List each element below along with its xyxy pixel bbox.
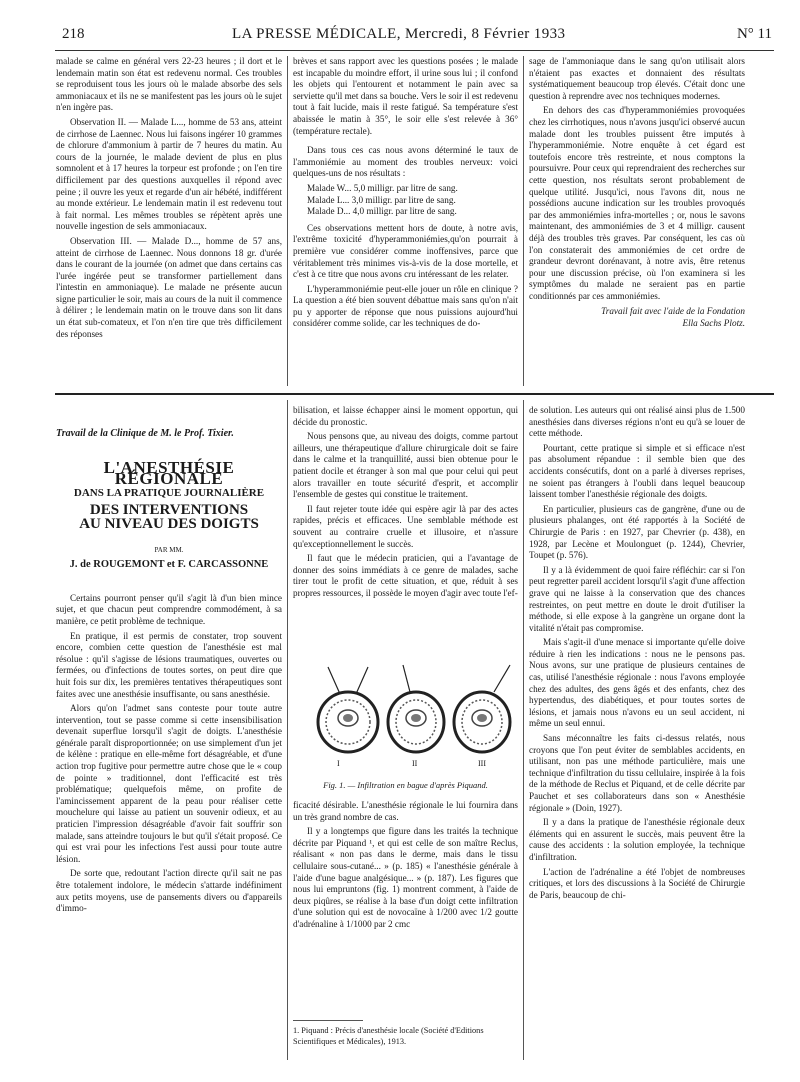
- figure-caption: Fig. 1. — Infiltration en bague d'après Piquand.: [323, 780, 488, 790]
- article-title-line: DES INTERVENTIONS: [89, 502, 249, 519]
- column-divider: [523, 400, 524, 1060]
- column-divider: [287, 56, 288, 386]
- column-divider: [523, 56, 524, 386]
- paragraph: Il faut rejeter toute idée qui espère agir là par des actes rapides, précis et efficaces. Une semblable méthode est souvent au contraire cruelle et illusoire, et n'assure qu'exceptionnellement le succès.: [293, 503, 518, 549]
- paragraph: brèves et sans rapport avec les questions posées ; le malade est incapable du moindre effort, il urine sous lui ; il confond les objets qui l'entourent et notamment le pain avec sa serviette qu'il met dans sa bouche. Vers le soir il est redevenu tout à fait lucide, mais il reste fatigué. Sa température s'est abaissée le matin à 35°, le soir elle s'est relevée à 36° (température rectale).: [293, 56, 518, 136]
- paragraph: ficacité désirable. L'anesthésie régionale le lui fournira dans un très grand nombre de cas.: [293, 800, 518, 822]
- paragraph: Observation III. — Malade D..., homme de 57 ans, atteint de cirrhose de Laennec. Nous donnons 18 gr. d'urée dans le courant de la journée (on admet que dans certains cas l'urée ingérée peut se transformer partiellement dans l'intestin en ammoniaque). Le malade ne présente aucun signe particulier le soir, mais au cours de la nuit il commence à délirer ; le lendemain matin on le trouve dans son lit dans un état sub-comateux, et l'on n'en tire que très difficilement des réponses: [56, 235, 282, 339]
- paragraph: Pourtant, cette pratique si simple et si efficace n'est pas absolument répandue : il semble bien que des accidents consécutifs, dont on a parlé à diverses reprises, ne soient pas étrangers à l'oubli dans lequel beaucoup laissent tomber l'anesthésie régionale des doigts.: [529, 442, 745, 500]
- footnote-rule: [293, 1020, 363, 1021]
- running-header: [62, 26, 772, 48]
- article-title-line: AU NIVEAU DES DOIGTS: [79, 515, 259, 532]
- paragraph: Nous pensons que, au niveau des doigts, comme partout ailleurs, une thérapeutique d'allure chirurgicale doit se faire dans le calme et la tranquillité, aussi bien obtenue pour le patient docile et étranger à son mal que pour celui qui peut alors travailler en toute sécurité d'esprit, et accomplir l'ensemble de gestes qui constitue le traitement.: [293, 431, 518, 500]
- paragraph: Certains pourront penser qu'il s'agit là d'un bien mince sujet, et que chacun peut comprendre commodément, à sa manière, ce petit problème de technique.: [56, 592, 282, 626]
- ammonemia-results-table: [307, 183, 518, 218]
- paragraph: de solution. Les auteurs qui ont réalisé ainsi plus de 1.500 anesthésies dans diverses régions n'ont eu qu'à se louer de cette méthode.: [529, 405, 745, 439]
- paragraph: Mais s'agit-il d'une menace si importante qu'elle doive réduire à rien les indications : nous ne le pensons pas. Nous avons, sur une pratique de plusieurs centaines de cas, utilisé l'anesthésie régionale : nous l'avons employée chez des adultes, des gens âgés et des enfants, chez des hypertendus, des diabétiques, et pour toutes sortes de lésions, et jamais nous n'avons eu un seul accident, ni même un seul ennui.: [529, 637, 745, 729]
- byline-par: PAR MM.: [154, 545, 184, 554]
- article-authors: J. de ROUGEMONT et F. CARCASSONNE: [69, 559, 269, 571]
- issue-number: N° 11: [736, 26, 772, 42]
- article-column-1: [56, 398, 282, 918]
- paragraph: Il y a là évidemment de quoi faire réfléchir: car si l'on peut regretter pareil accident lorsqu'il s'agit d'une affection grave qui ne laisse à la conservation que des chances restreintes, on peut mettre en doute le droit d'utiliser la méthode, si elle expose à la gangrène un organe dont la vitalité n'était pas compromise.: [529, 564, 745, 633]
- paragraph: Il faut que le médecin praticien, qui a l'avantage de donner des soins immédiats à ce genre de malades, sache tirer tout le profit de cette situation, et que, réduit à ses propres ressources, il possède le moyen d'agir avec toute l'ef-: [293, 553, 518, 598]
- paragraph: L'hyperammoniémie peut-elle jouer un rôle en clinique ? La question a été bien souvent débattue mais sans qu'on n'ait pu y apporter de réponse que nous puissions aujourd'hui considérer comme solide, car les techniques de do-: [293, 283, 518, 329]
- article-title-line: DANS LA PRATIQUE JOURNALIÈRE: [73, 486, 265, 499]
- paragraph: malade se calme en général vers 22-23 heures ; il dort et le lendemain matin son état est redevenu normal. Ces troubles se reproduisent tous les jours où le malade absorbe des sels ammoniacaux et ils ne se manifestent pas les jours où le sujet n'en ingère pas.: [56, 56, 282, 113]
- acknowledgement: [529, 306, 745, 329]
- table-row: Malade D... 4,0 milligr. par litre de sang.: [307, 206, 457, 217]
- figure-label: II: [412, 759, 418, 768]
- page-number: 218: [62, 26, 85, 42]
- article-title-block: [56, 428, 282, 571]
- article-column-2-continued: [293, 800, 518, 934]
- paragraph: En particulier, plusieurs cas de gangrène, d'une ou de plusieurs phalanges, ont été rapportés à la Société de Chirurgie de Paris : en 1927, par Chevrier (p. 438), en 1928, par Lecène et Moulonguet (p. 1244), Chevrier, Toupet (p. 576).: [529, 503, 745, 561]
- clinic-credit: Travail de la Clinique de M. le Prof. Tixier.: [56, 428, 234, 439]
- paragraph: Il y a longtemps que figure dans les traités la technique décrite par Piquand ¹, et qui est celle de son maître Reclus, réalisant « non pas dans le derme, mais dans le tissu cellulaire sous-cutané... » (p. 185) « l'anesthésie générale à l'aide d'une bague analgésique... » (p. 187). Les figures que nous lui empruntons (fig. 1) montrent comment, à l'aide de deux piqûres, se réalise à la base d'un doigt cette infiltration d'une solution qui est de novocaïne à 1/200 avec 1/2 goutte d'adrénaline à 1/1000 par 2 cmc: [293, 826, 518, 929]
- paragraph: Alors qu'on l'admet sans conteste pour toute autre intervention, tout se passe comme si cette insensibilisation devenait superflue lorsqu'il s'agit de doigts. L'anesthésie générale paraît disproportionnée; on use simplement d'un jet de kélène : pratique en elle-même fort désagréable, et d'une action trop fugitive pour permettre autre chose que le « coup de pointe » traditionnel, dont l'efficacité est très problématique; quelquefois même, on profite de l'amincissement apparent de la peau pour réaliser cette mouchelure qui laisse au patient un souvenir odieux, et au praticien l'impression désagréable d'avoir fait souffrir son malade, sans atteindre toujours le but qu'il s'était proposé. Ce qui est vrai pour les infections l'est aussi pour toute autre lésion.: [56, 703, 282, 864]
- footnote: 1. Piquand : Précis d'anesthésie locale (Société d'Editions Scientifiques et Médicales), 1913.: [293, 1026, 484, 1046]
- top-column-1: [56, 56, 282, 343]
- paragraph: En dehors des cas d'hyperammoniémies provoquées chez les cirrhotiques, nous n'avons jusqu'ici observé aucun malade dont les troubles puissent être imputés à l'hyperammoniémie. Notre enquête à cet égard est toutefois encore très restreinte, et nous comptons la poursuivre. Pour ceux qui reprendraient des recherches sur cette question, nos résultats seront probablement de quelque utilité. Jusqu'ici, nous l'avons dit, nous ne possédions aucune indication sur les troubles provoqués par des ammoniémies infra-mortelles ; or, nous le savons maintenant, des ammoniémies de 3 et 4 milligr. causent déjà des troubles très graves. Par conséquent, les cas où l'on constaterait des ammoniémies de cet ordre de grandeur devront dorénavant, à notre avis, être retenus pour une discussion précise, où l'on examinera si les symptômes du malade ne seraient pas en partie conditionnés par ces ammoniémies.: [529, 105, 745, 301]
- journal-title: LA PRESSE MÉDICALE, Mercredi, 8 Février 1933: [232, 26, 566, 42]
- column-divider: [287, 400, 288, 1060]
- table-row: Malade L... 3,0 milligr. par litre de sang.: [307, 194, 456, 205]
- article-column-2: [293, 405, 518, 603]
- acknowledgement-line: Ella Sachs Plotz.: [682, 318, 745, 329]
- paragraph: De sorte que, redoutant l'action directe qu'il sait ne pas être totalement indolore, le médecin s'attarde indéfiniment aux petits moyens, use de pansements divers ou d'appareils d'immo-: [56, 868, 282, 914]
- paragraph: En pratique, il est permis de constater, trop souvent encore, combien cette question de l'anesthésie est mal résolue : qu'il s'agisse de lésions traumatiques, ouvertes ou fermées, ou d'infections de toutes sortes, on peut dire que huit fois sur dix, les premières tentatives thérapeutiques sont faites avec une anesthésie insuffisante, ou sans anesthésie.: [56, 630, 282, 699]
- figure-panel-3: [454, 665, 510, 752]
- paragraph: Sans méconnaître les faits ci-dessus relatés, nous croyons que l'on peut éviter de semblables accidents, en utilisant, non pas une méthode particulière, mais une technique d'infiltration du tissu cellulaire, inspirée à la fois de la méthode de Reclus et Piquand, et de celle décrite par Pauchet et ses collaborateurs dans son « Anesthésie régionale » (Doin, 1927).: [529, 733, 745, 813]
- paragraph: L'action de l'adrénaline a été l'objet de nombreuses critiques, et lors des discussions à la Société de Chirurgie de Paris, beaucoup de chi-: [529, 866, 745, 900]
- article-title-line: L'ANESTHÉSIE RÉGIONALE: [103, 457, 235, 489]
- table-row: Malade W... 5,0 milligr. par litre de sang.: [307, 182, 458, 193]
- article-column-3: [529, 405, 745, 904]
- figure-label: III: [478, 759, 486, 768]
- paragraph: Dans tous ces cas nous avons déterminé le taux de l'ammoniémie au moment des troubles nerveux: voici quelques-uns de nos résultats :: [293, 145, 518, 179]
- paragraph: bilisation, et laisse échapper ainsi le moment opportun, qui décide du pronostic.: [293, 405, 518, 427]
- top-column-3: [529, 56, 745, 330]
- paragraph: sage de l'ammoniaque dans le sang qu'on utilisait alors n'étaient pas exactes et donnaient des résultats systématiquement beaucoup trop élevés. C'était donc une question à reprendre avec nos techniques modernes.: [529, 56, 745, 101]
- paragraph: Il y a dans la pratique de l'anesthésie régionale deux éléments qui en assurent le succès, mais peuvent être la cause des accidents : la solution employée, la technique d'infiltration.: [529, 817, 745, 862]
- figure-panel-1: [318, 667, 378, 752]
- finger-ring-infiltration-figure: [298, 662, 518, 772]
- section-rule: [55, 393, 774, 395]
- paragraph: Observation II. — Malade L..., homme de 53 ans, atteint de cirrhose de Laennec. Nous lui faisons ingérer 10 grammes de chlorure d'ammonium à partir de 7 heures du matin. Au cours de la journée, le malade devient de plus en plus somnolent et à 17 heures la torpeur est profonde ; on l'en tire difficilement par des questions auxquelles il répond avec peine ; il ouvre les yeux et regarde d'un air hébété, indifférent au monde extérieur. Le lendemain matin il est redevenu tout à fait normal. Les mêmes troubles se répètent après une nouvelle ingestion de sels ammoniacaux.: [56, 116, 282, 232]
- top-column-2: [293, 56, 518, 333]
- header-rule: [55, 50, 774, 51]
- figure-panel-2: [388, 665, 444, 752]
- acknowledgement-line: Travail fait avec l'aide de la Fondation: [601, 306, 745, 317]
- figure-label: I: [337, 759, 340, 768]
- paragraph: Ces observations mettent hors de doute, à notre avis, l'extrême toxicité d'hyperammoniémies,qu'on pourrait à première vue considérer comme inoffensives, parce que véritablement très minimes vis-à-vis de la dose mortelle, et c'est à ce titre que nous avons cru intéressant de les relater.: [293, 222, 518, 280]
